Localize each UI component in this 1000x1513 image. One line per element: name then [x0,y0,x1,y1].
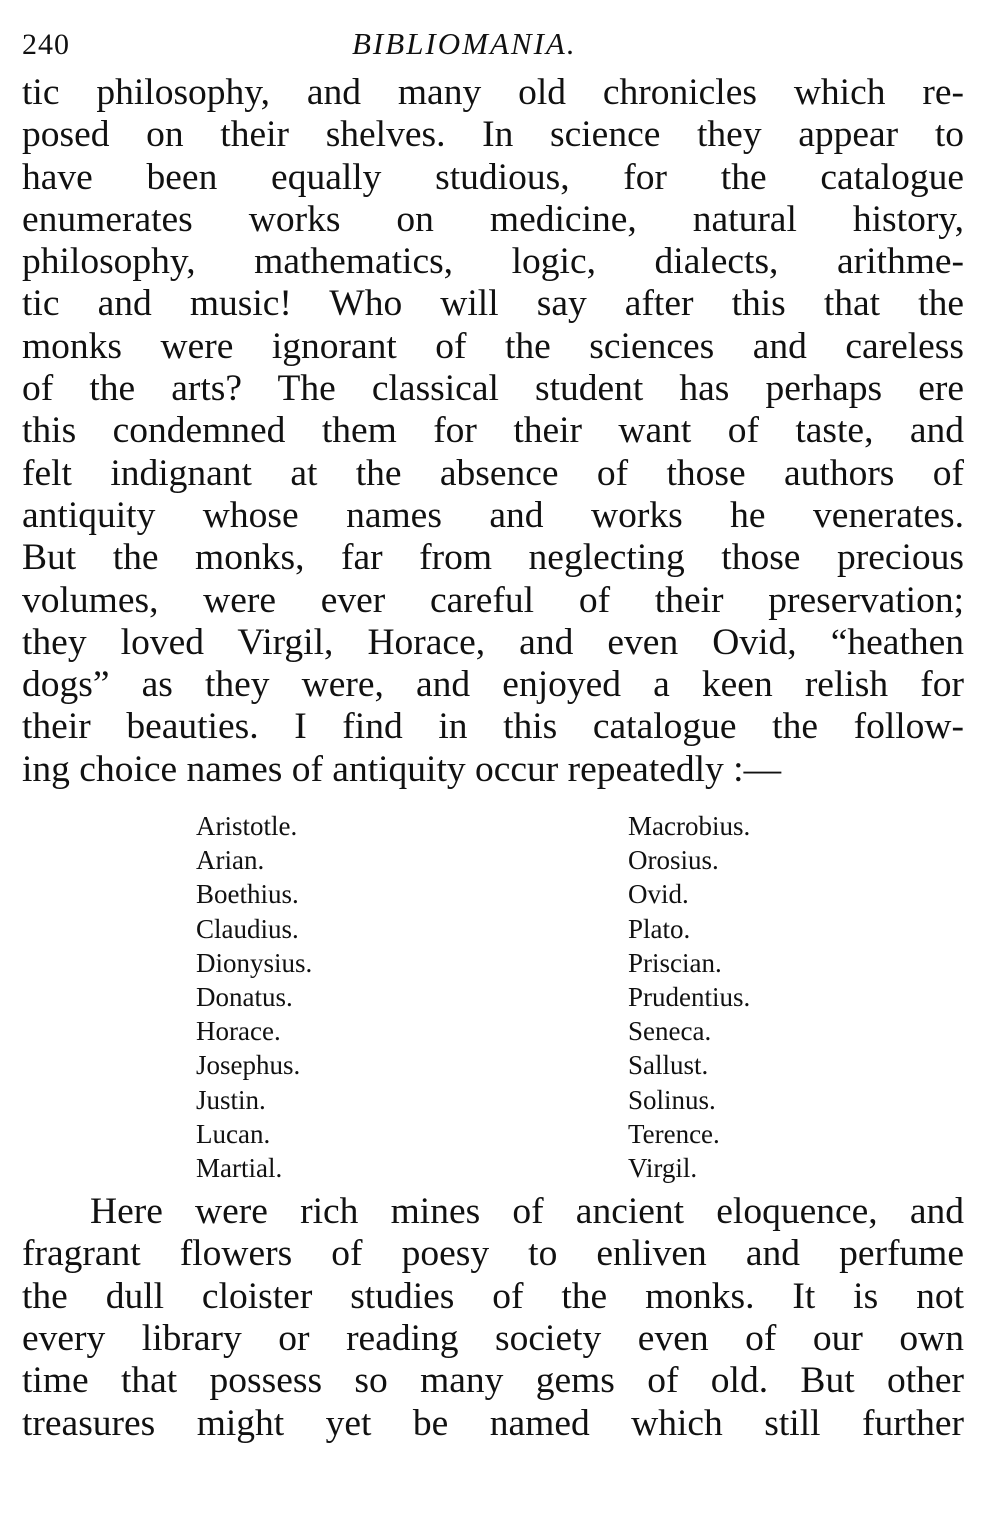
author-name: Virgil. [628,1153,698,1184]
text-line: tic and music! Who will say after this that the [22,283,964,325]
running-title: BIBLIOMANIA. [352,26,577,61]
author-name: Solinus. [628,1084,716,1115]
author-name: Aristotle. [196,811,298,842]
author-name-list [22,809,964,1184]
text-line: every library or reading society even of our own [22,1317,964,1359]
author-name: Claudius. [196,913,299,944]
text-line: volumes, were ever careful of their preservation; [22,579,964,621]
author-name: Lucan. [196,1118,271,1149]
author-name: Dionysius. [196,947,313,978]
author-name: Boethius. [196,879,299,910]
author-name: Macrobius. [628,811,751,842]
text-line: tic philosophy, and many old chronicles which re- [22,72,964,113]
author-name: Priscian. [628,947,722,978]
running-header [22,22,964,66]
author-name: Terence. [628,1118,720,1149]
text-line: posed on their shelves. In science they appear to [22,114,964,156]
text-line: they loved Virgil, Horace, and even Ovid, “heathen [22,621,964,663]
paragraph-2 [22,1191,964,1445]
text-line: have been equally studious, for the catalogue [22,156,964,198]
text-line: enumerates works on medicine, natural history, [22,198,964,240]
author-name: Horace. [196,1016,281,1047]
author-name: Justin. [196,1084,266,1115]
text-line: this condemned them for their want of taste, and [22,410,964,452]
author-list-right-column [628,809,750,1185]
text-line: antiquity whose names and works he venerates. [22,494,964,536]
author-list-left-column [196,809,312,1185]
author-name: Orosius. [628,845,719,876]
page-number: 240 [22,28,70,61]
text-line: felt indignant at the absence of those authors of [22,452,964,494]
text-line: ing choice names of antiquity occur repeatedly :— [22,748,782,790]
text-line: monks were ignorant of the sciences and careless [22,325,964,367]
author-name: Prudentius. [628,982,751,1013]
text-line: Here were rich mines of ancient eloquence, and [90,1191,964,1233]
author-name: Plato. [628,913,691,944]
text-line: treasures might yet be named which still further [22,1402,964,1444]
author-name: Seneca. [628,1016,712,1047]
author-name: Josephus. [196,1050,301,1081]
text-line: philosophy, mathematics, logic, dialects, arithme- [22,241,964,283]
author-name: Arian. [196,845,265,876]
text-line: fragrant flowers of poesy to enliven and perfume [22,1233,964,1275]
author-name: Martial. [196,1153,283,1184]
text-line: their beauties. I find in this catalogue the follow- [22,706,964,748]
book-page [22,22,964,1445]
text-line: But the monks, far from neglecting those precious [22,537,964,579]
author-name: Sallust. [628,1050,709,1081]
text-line: dogs” as they were, and enjoyed a keen relish for [22,664,964,706]
text-line: time that possess so many gems of old. But other [22,1360,964,1402]
text-line: the dull cloister studies of the monks. It is not [22,1275,964,1317]
paragraph-1 [22,72,964,791]
author-name: Donatus. [196,982,293,1013]
author-name: Ovid. [628,879,689,910]
text-line: of the arts? The classical student has perhaps ere [22,368,964,410]
